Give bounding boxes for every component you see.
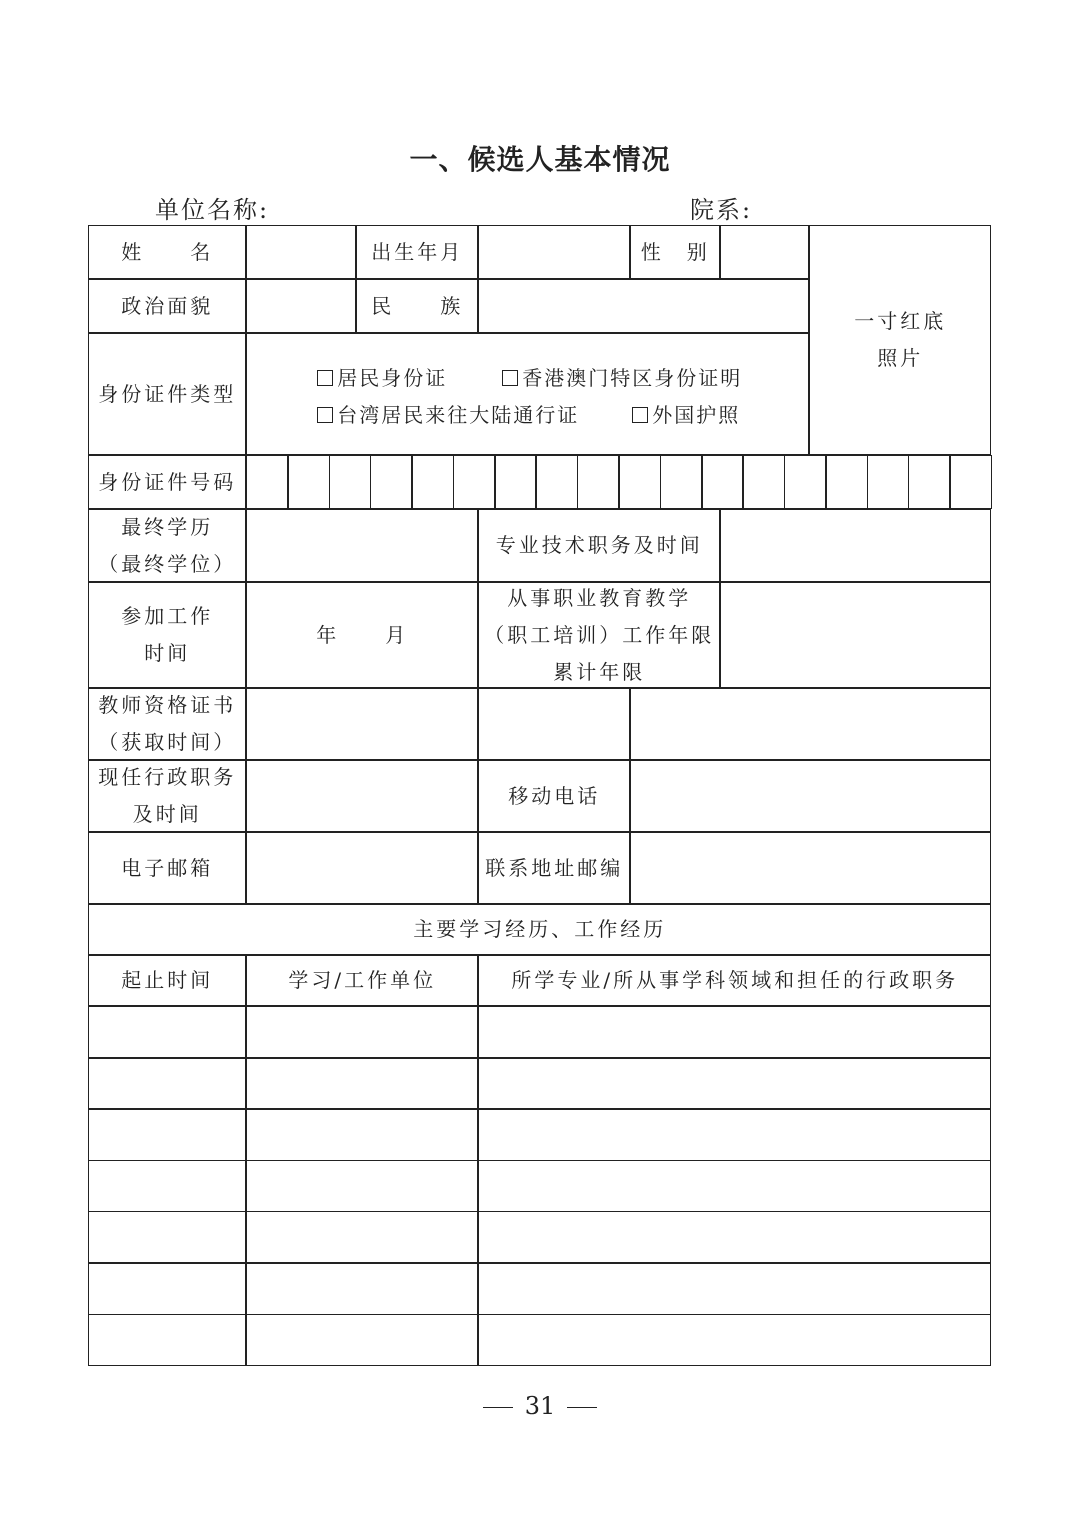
work-start-label-line2: 时间 xyxy=(144,641,191,666)
admin-position-label-line1: 现任行政职务 xyxy=(98,765,237,790)
history-section-title: 主要学习经历、工作经历 xyxy=(88,904,991,955)
admin-position-field[interactable] xyxy=(246,760,478,832)
checkbox-icon xyxy=(317,370,333,386)
history-col-period: 起止时间 xyxy=(88,955,246,1006)
id-digit-cell[interactable] xyxy=(329,455,371,509)
voc-years-label-line2: （职工培训）工作年限 xyxy=(484,622,715,647)
work-start-label-line1: 参加工作 xyxy=(121,604,214,629)
id-digit-cell[interactable] xyxy=(784,455,826,509)
address-label: 联系地址邮编 xyxy=(478,832,630,904)
history-period-cell[interactable] xyxy=(88,1314,246,1366)
education-label xyxy=(88,509,246,582)
voc-years-label-line1: 从事职业教育教学 xyxy=(507,585,692,610)
history-period-cell[interactable] xyxy=(88,1006,246,1058)
id-digit-cell[interactable] xyxy=(370,455,412,509)
history-unit-cell[interactable] xyxy=(246,1314,478,1366)
history-unit-cell[interactable] xyxy=(246,1211,478,1263)
history-major-cell[interactable] xyxy=(478,1263,991,1315)
ethnic-field[interactable] xyxy=(478,279,809,333)
education-field[interactable] xyxy=(246,509,478,582)
address-field[interactable] xyxy=(630,832,991,904)
id-type-option-taiwan[interactable]: 台湾居民来往大陆通行证 xyxy=(317,397,579,434)
checkbox-icon xyxy=(632,407,648,423)
dash-left xyxy=(483,1407,513,1408)
history-col-major: 所学专业/所从事学科领域和担任的行政职务 xyxy=(478,955,991,1006)
id-type-option-passport[interactable]: 外国护照 xyxy=(632,397,740,434)
history-unit-cell[interactable] xyxy=(246,1058,478,1110)
page-title: 一、候选人基本情况 xyxy=(409,143,671,176)
page-number: 31 xyxy=(0,1392,1080,1420)
history-period-cell[interactable] xyxy=(88,1160,246,1212)
unit-name-label: 单位名称: xyxy=(155,196,270,224)
mobile-label: 移动电话 xyxy=(478,760,630,832)
work-start-label xyxy=(88,582,246,688)
education-label-line2: （最终学位） xyxy=(98,551,237,576)
history-unit-cell[interactable] xyxy=(246,1263,478,1315)
teacher-cert-extra-field[interactable] xyxy=(478,688,630,760)
political-label: 政治面貌 xyxy=(88,279,246,333)
history-major-cell[interactable] xyxy=(478,1058,991,1110)
history-unit-cell[interactable] xyxy=(246,1109,478,1161)
history-major-cell[interactable] xyxy=(478,1006,991,1058)
id-type-label: 身份证件类型 xyxy=(88,333,246,455)
ethnic-label: 民 族 xyxy=(356,279,478,333)
history-period-cell[interactable] xyxy=(88,1211,246,1263)
id-type-options xyxy=(246,333,809,455)
history-major-cell[interactable] xyxy=(478,1109,991,1161)
dash-right xyxy=(567,1407,597,1408)
gender-label: 性 别 xyxy=(630,225,720,279)
id-number-label: 身份证件号码 xyxy=(88,455,246,509)
prof-title-field[interactable] xyxy=(720,509,991,582)
id-digit-cell[interactable] xyxy=(288,455,330,509)
history-period-cell[interactable] xyxy=(88,1263,246,1315)
teacher-cert-extra-field-2[interactable] xyxy=(630,688,991,760)
admin-position-label xyxy=(88,760,246,832)
history-period-cell[interactable] xyxy=(88,1058,246,1110)
id-digit-cell[interactable] xyxy=(495,455,537,509)
id-digit-cell[interactable] xyxy=(619,455,661,509)
history-unit-cell[interactable] xyxy=(246,1006,478,1058)
education-label-line1: 最终学历 xyxy=(121,514,214,539)
photo-cell[interactable] xyxy=(809,225,991,455)
political-field[interactable] xyxy=(246,279,356,333)
email-field[interactable] xyxy=(246,832,478,904)
id-digit-cell[interactable] xyxy=(536,455,578,509)
birth-label: 出生年月 xyxy=(356,225,478,279)
history-col-unit: 学习/工作单位 xyxy=(246,955,478,1006)
id-digit-cell[interactable] xyxy=(908,455,950,509)
id-digit-cell[interactable] xyxy=(577,455,619,509)
teacher-cert-label-line1: 教师资格证书 xyxy=(98,693,237,718)
id-digit-cell[interactable] xyxy=(702,455,744,509)
history-period-cell[interactable] xyxy=(88,1109,246,1161)
history-major-cell[interactable] xyxy=(478,1160,991,1212)
checkbox-icon xyxy=(317,407,333,423)
id-digit-cell[interactable] xyxy=(867,455,909,509)
prof-title-label: 专业技术职务及时间 xyxy=(478,509,720,582)
history-major-cell[interactable] xyxy=(478,1211,991,1263)
id-digit-cell[interactable] xyxy=(826,455,868,509)
name-field[interactable] xyxy=(246,225,356,279)
gender-field[interactable] xyxy=(720,225,809,279)
teacher-cert-label-line2: （获取时间） xyxy=(98,730,237,755)
voc-years-label-line3: 累计年限 xyxy=(553,659,646,684)
photo-label-line1: 一寸红底 xyxy=(854,309,947,334)
checkbox-icon xyxy=(502,370,518,386)
voc-years-field[interactable] xyxy=(720,582,991,688)
email-label: 电子邮箱 xyxy=(88,832,246,904)
history-unit-cell[interactable] xyxy=(246,1160,478,1212)
id-digit-cell[interactable] xyxy=(453,455,495,509)
id-digit-cell[interactable] xyxy=(246,455,288,509)
teacher-cert-label xyxy=(88,688,246,760)
photo-label-line2: 照片 xyxy=(877,346,924,371)
history-major-cell[interactable] xyxy=(478,1314,991,1366)
id-digit-cell[interactable] xyxy=(743,455,785,509)
name-label: 姓 名 xyxy=(88,225,246,279)
id-digit-cell[interactable] xyxy=(950,455,992,509)
id-digit-cell[interactable] xyxy=(412,455,454,509)
id-type-option-resident[interactable]: 居民身份证 xyxy=(317,360,447,397)
admin-position-label-line2: 及时间 xyxy=(132,802,202,827)
work-start-field[interactable]: 年 月 xyxy=(246,582,478,688)
id-type-option-hkmacau[interactable]: 香港澳门特区身份证明 xyxy=(502,360,742,397)
mobile-field[interactable] xyxy=(630,760,991,832)
id-digit-cell[interactable] xyxy=(660,455,702,509)
birth-field[interactable] xyxy=(478,225,630,279)
department-label: 院系: xyxy=(690,196,753,224)
voc-years-label xyxy=(478,582,720,688)
teacher-cert-field[interactable] xyxy=(246,688,478,760)
